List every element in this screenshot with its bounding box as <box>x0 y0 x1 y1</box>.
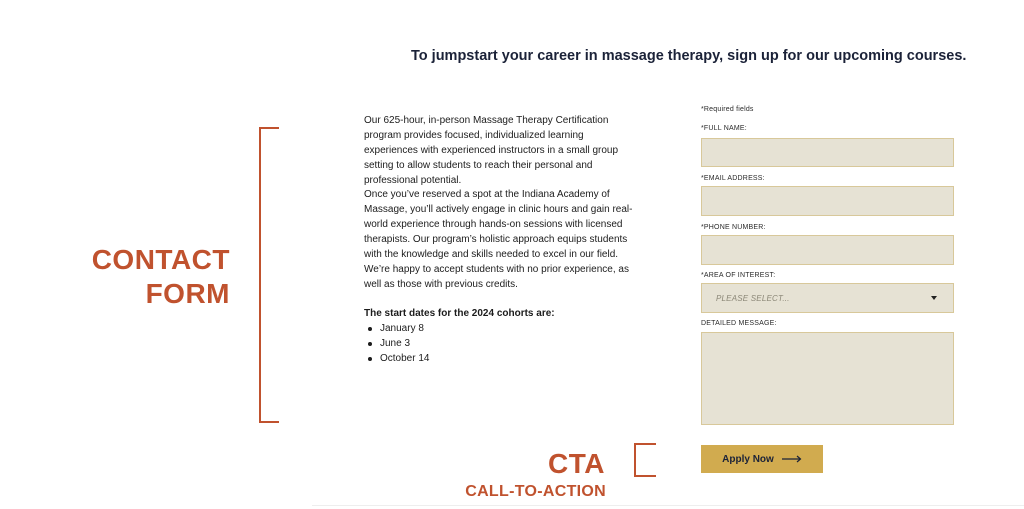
full-name-input[interactable] <box>701 138 954 167</box>
apply-now-label: Apply Now <box>722 453 774 465</box>
area-of-interest-select[interactable] <box>701 283 954 313</box>
start-dates-heading: The start dates for the 2024 cohorts are: <box>364 308 555 319</box>
list-item <box>366 351 566 366</box>
apply-now-button[interactable] <box>701 445 823 473</box>
select-placeholder: PLEASE SELECT... <box>716 293 790 303</box>
area-of-interest-label: *AREA OF INTEREST: <box>701 272 776 279</box>
page-heading: To jumpstart your career in massage therapy, sign up for our upcoming courses. <box>411 48 967 64</box>
email-input[interactable] <box>701 186 954 216</box>
list-item <box>366 336 566 351</box>
annotation-cta: CTA <box>548 448 605 479</box>
annotation-contact: CONTACT <box>91 244 230 275</box>
bullet-icon <box>368 342 372 346</box>
start-date: October 14 <box>380 353 430 364</box>
phone-input[interactable] <box>701 235 954 265</box>
start-date: June 3 <box>380 338 411 349</box>
bullet-icon <box>368 327 372 331</box>
detailed-message-label: DETAILED MESSAGE: <box>701 320 777 327</box>
start-dates-list <box>366 321 566 366</box>
caret-down-icon <box>931 296 937 300</box>
start-date: January 8 <box>380 323 424 334</box>
cta-bracket <box>634 443 656 477</box>
details-paragraph: Once you’ve reserved a spot at the Indiana Academy of Massage, you’ll actively engage in clinic hours and gain real-world experience through hands-on sessions with licensed therapists. Our program’s holistic approach equips students with the knowledge and skills needed to excel in our field. We’re happy to accept students with no prior experience, as well as those with previous credits. <box>364 189 633 290</box>
arrow-right-icon <box>782 455 802 463</box>
list-item <box>366 321 566 336</box>
email-label: *EMAIL ADDRESS: <box>701 175 765 182</box>
phone-label: *PHONE NUMBER: <box>701 224 766 231</box>
contact-form-bracket <box>259 127 279 423</box>
intro-paragraph: Our 625-hour, in-person Massage Therapy Certification program provides focused, individualized learning experiences with experienced instructors in a small group setting to allow students to reach their personal and professional potential. <box>364 115 619 186</box>
bottom-divider <box>312 505 1024 506</box>
annotation-call-to-action: CALL-TO-ACTION <box>465 483 606 500</box>
bullet-icon <box>368 357 372 361</box>
detailed-message-textarea[interactable] <box>701 332 954 425</box>
full-name-label: *FULL NAME: <box>701 125 747 132</box>
annotation-form: FORM <box>145 278 230 309</box>
required-fields-note: *Required fields <box>701 106 754 113</box>
